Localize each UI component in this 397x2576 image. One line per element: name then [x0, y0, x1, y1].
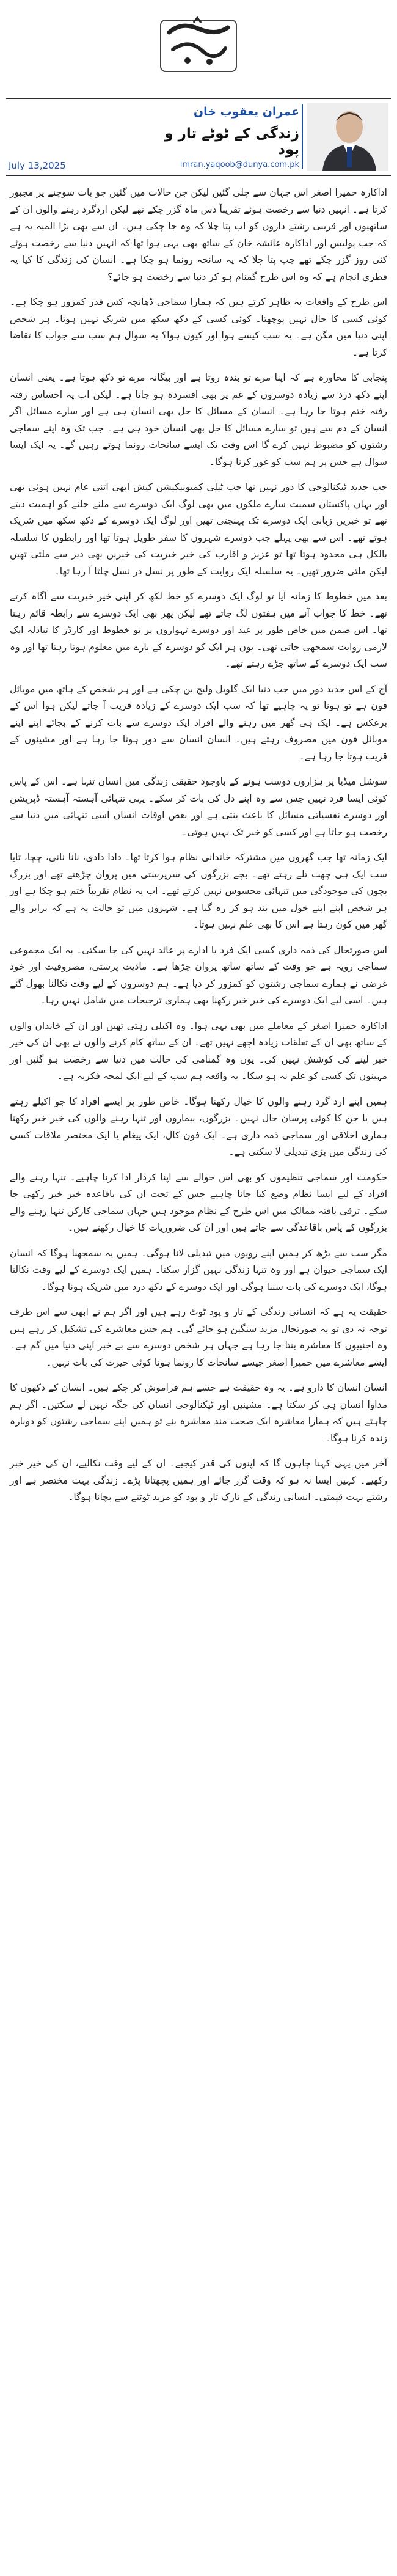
article-paragraph: سوشل میڈیا پر ہزاروں دوست ہونے کے باوجود حقیقی زندگی میں انسان تنہا ہے۔ اس کے پاس کوئی ایسا فرد نہیں جس سے وہ اپنے دل کی بات کر سکے۔ یہی تنہائی آہستہ آہستہ ڈپریشن اور دوسرے نفسیاتی مسائل کا باعث بنتی ہے اور بعض اوقات انسان اسی تنہائی میں دنیا سے رخصت ہو جاتا ہے اور کسی کو خبر تک نہیں ہوتی۔: [10, 776, 387, 838]
dunya-logo-mark: [157, 14, 240, 78]
article-paragraph: آج کے اس جدید دور میں جب دنیا ایک گلوبل ولیج بن چکی ہے اور ہر شخص کے ہاتھ میں موبائل فون ہے تو ہونا تو یہ چاہیے تھا کہ سب ایک دوسرے کے زیادہ قریب آ جاتے لیکن ہوا اس کے برعکس ہے۔ ایک ہی گھر میں رہنے والے افراد ایک دوسرے سے بات کرنے کے بجائے اپنے اپنے موبائل فون میں مصروف رہتے ہیں۔ انسان انسان سے دور ہوتا جا رہا ہے اور مشینوں کے قریب ہوتا جا رہا ہے۔: [10, 683, 387, 762]
article-paragraph: بعد میں خطوط کا زمانہ آیا تو لوگ ایک دوسرے کو خط لکھ کر اپنی خیر خیریت سے آگاہ کرتے تھے۔ خط کا جواب آنے میں ہفتوں لگ جاتے تھے لیکن پھر بھی ایک دوسرے سے رابطہ قائم رہتا تھا۔ اس ضمن میں خاص طور پر عید اور دوسرے تہواروں پر تو خطوط اور کارڈز کا تبادلہ ایک لازمی روایت سمجھی جاتی تھی۔ یوں ہر ایک کو دوسرے کے بارے میں معلوم ہوتا رہتا تھا اور وہ سب ایک دوسرے کے ساتھ جڑے رہتے تھے۔: [10, 591, 387, 669]
dunya-logo: [157, 14, 240, 78]
column-title: زندگی کے ٹوٹے تار و پود: [164, 126, 299, 158]
article-paragraph: اداکارہ حمیرا اصغر کے معاملے میں بھی یہی ہوا۔ وہ اکیلی رہتی تھیں اور ان کے خاندان والوں کے ساتھ بھی ان کے تعلقات زیادہ اچھے نہیں تھے۔ ان کے ساتھ کام کرنے والوں نے بھی ان کی خیر خبر لینے کی کوشش نہیں کی۔ یوں وہ گمنامی کی حالت میں دنیا سے رخصت ہو گئیں اور مہینوں تک کسی کو علم نہ ہو سکا۔ یہ واقعہ ہم سب کے لیے ایک لمحہ فکریہ ہے۔: [10, 1020, 387, 1081]
article-paragraph: ہمیں اپنے ارد گرد رہنے والوں کا خیال رکھنا ہوگا۔ خاص طور پر ایسے افراد کا جو اکیلے رہتے ہیں یا جن کا کوئی پرسان حال نہیں۔ بزرگوں، بیماروں اور تنہا رہنے والوں کی خیر خبر رکھنا ہماری اخلاقی اور سماجی ذمہ داری ہے۔ ایک فون کال، ایک پیغام یا ایک مختصر ملاقات کسی کی زندگی میں بڑی تبدیلی لا سکتی ہے۔: [10, 1096, 387, 1157]
masthead: [6, 0, 391, 92]
column-header: [6, 98, 391, 176]
article-paragraph: حقیقت یہ ہے کہ انسانی زندگی کے تار و پود ٹوٹ رہے ہیں اور اگر ہم نے ابھی سے اس طرف توجہ نہ دی تو یہ صورتحال مزید سنگین ہو جائے گی۔ ہم جس معاشرے کی تشکیل کر رہے ہیں وہ اجنبیوں کا معاشرہ بنتا جا رہا ہے جہاں ہر شخص دوسرے سے بے خبر اپنی دنیا میں گم ہے۔ ایسے معاشرے میں حمیرا اصغر جیسے سانحات کا رونما ہونا کوئی حیرت کی بات نہیں۔: [10, 1306, 387, 1368]
article-paragraph: انسان انسان کا دارو ہے۔ یہ وہ حقیقت ہے جسے ہم فراموش کر چکے ہیں۔ انسان کے دکھوں کا مداوا انسان ہی کر سکتا ہے۔ مشینیں اور ٹیکنالوجی انسان کی جگہ نہیں لے سکتیں۔ اگر ہم چاہتے ہیں کہ ہمارا معاشرہ ایک صحت مند معاشرہ بنے تو ہمیں اپنے سماجی رشتوں کو دوبارہ زندہ کرنا ہوگا۔: [10, 1382, 387, 1444]
author-portrait-icon: [307, 103, 388, 171]
article-paragraph: مگر سب سے بڑھ کر ہمیں اپنے رویوں میں تبدیلی لانا ہوگی۔ ہمیں یہ سمجھنا ہوگا کہ انسان ایک سماجی حیوان ہے اور وہ تنہا زندگی نہیں گزار سکتا۔ ہمیں ایک دوسرے کے لیے وقت نکالنا ہوگا، ایک دوسرے کی بات سننا ہوگی اور ایک دوسرے کے دکھ درد میں شریک ہونا ہوگا۔: [10, 1247, 387, 1292]
article-paragraph: ایک زمانہ تھا جب گھروں میں مشترکہ خاندانی نظام ہوا کرتا تھا۔ دادا دادی، نانا نانی، چچا، تایا سب ایک ہی چھت تلے رہتے تھے۔ بچے بزرگوں کی سرپرستی میں پروان چڑھتے تھے اور بزرگ بچوں کی موجودگی میں تنہائی محسوس نہیں کرتے تھے۔ اب یہ نظام تقریباً ختم ہو چکا ہے اور ہر شخص اپنے اپنے خول میں بند ہو کر رہ گیا ہے۔ شہروں میں تو حالت یہ ہے کہ برابر والے گھر میں کون رہتا ہے اس کا بھی علم نہیں ہوتا۔: [10, 852, 387, 930]
author-email[interactable]: imran.yaqoob@dunya.com.pk: [180, 160, 299, 169]
article-paragraph: اس صورتحال کی ذمہ داری کسی ایک فرد یا ادارے پر عائد نہیں کی جا سکتی۔ یہ ایک مجموعی سماجی رویہ ہے جو وقت کے ساتھ ساتھ پروان چڑھا ہے۔ مادیت پرستی، مصروفیت اور خود غرضی نے ہمارے سماجی رشتوں کو کمزور کر دیا ہے۔ ہم دوسروں کے لیے وقت نکالنا بھول گئے ہیں۔ اسی لیے ایک دوسرے کی خیر خبر رکھنا بھی ہماری ترجیحات میں شامل نہیں رہا۔: [10, 944, 387, 1006]
publish-date: July 13,2025: [9, 160, 66, 171]
article-paragraph: جب جدید ٹیکنالوجی کا دور نہیں تھا جب ٹیلی کمیونیکیشن کیش ابھی اتنی عام نہیں ہوئی تھی اور یہاں پاکستان سمیت سارے ملکوں میں بھی لوگ ایک دوسرے سے ملنے جلنے کو اہمیت دیتے تھے تو خبریں زبانی ایک دوسرے تک پہنچتی تھیں اور لوگ ایک دوسرے کے دکھ سکھ میں شریک ہوتے تھے۔ اس سے بھی پہلے جب دوسرے شہروں کا سفر طویل ہوتا تھا اور رابطوں کا سلسلہ بالکل ہی محدود ہوتا تھا تو عزیز و اقارب کی خیر خیریت کی خبریں بھی دیر سے ملتی تھیں لیکن ملتی ضرور تھیں۔ یہ سلسلہ ایک روایت کے طور پر نسل در نسل چلتا آ رہا تھا۔: [10, 481, 387, 577]
header-divider: [302, 104, 303, 169]
article-body: [6, 176, 391, 1506]
article-paragraph: حکومت اور سماجی تنظیموں کو بھی اس حوالے سے اپنا کردار ادا کرنا چاہیے۔ تنہا رہنے والے افراد کے لیے ایسا نظام وضع کیا جانا چاہیے جس کے تحت ان کی باقاعدہ خیر خبر رکھی جا سکے۔ ترقی یافتہ ممالک میں اس طرح کے نظام موجود ہیں جہاں سماجی کارکن تنہا رہنے والے بزرگوں کے پاس باقاعدگی سے جاتے ہیں اور ان کی ضروریات کا خیال رکھتے ہیں۔: [10, 1171, 387, 1233]
article-paragraph: پنجابی کا محاورہ ہے کہ اپنا مرے تو بندہ روتا ہے اور بیگانہ مرے تو دکھ ہوتا ہے۔ یعنی انسان اپنے دکھ درد سے زیادہ دوسروں کے غم پر بھی افسردہ ہو جاتا ہے۔ لیکن اب یہ احساس رفتہ رفتہ ختم ہوتا جا رہا ہے۔ انسان کے مسائل کا حل بھی انسان ہی ہے اور سارے مسائل اگر انسان کے دم سے ہیں تو سارے مسائل کا حل بھی انسان خود ہی ہے۔ جب تک وہ اپنے سماجی رشتوں کو مضبوط نہیں کرے گا اس وقت تک ایسے سانحات رونما ہوتے رہیں گے۔ یہ ایک ایسا سوال ہے جس پر ہم سب کو غور کرنا ہوگا۔: [10, 372, 387, 467]
article-paragraph: اداکارہ حمیرا اصغر اس جہان سے چلی گئیں لیکن جن حالات میں گئیں جو بات سوچنے پر مجبور کرتا ہے۔ انہیں دنیا سے رخصت ہوئے تقریباً دس ماہ گزر چکے تھے لیکن اردگرد رہنے والوں ان کے ساتھیوں اور قریبی رشتے داروں کو اب پتا چلا کہ وہ جا چکی ہیں۔ ان سے بھی بڑا المیہ یہ ہے کہ جب پولیس اور اداکارہ عائشہ خان کے ساتھ بھی یہی ہوا تھا کہ انہیں دنیا سے رخصت ہوئے کئی روز گزر چکے تھے جب پتا چلا کہ یہ سانحہ رونما ہو چکا ہے۔ انسان کی زندگی کا کیا یہ فطری انجام ہے کہ وہ اس طرح گمنام ہو کر دنیا سے رخصت ہو جائے؟: [10, 187, 387, 282]
article-paragraph: آخر میں یہی کہنا چاہوں گا کہ اپنوں کی قدر کیجیے۔ ان کے لیے وقت نکالیے، ان کی خیر خبر رکھیے۔ کہیں ایسا نہ ہو کہ وقت گزر جائے اور ہمیں پچھتانا پڑے۔ زندگی بہت مختصر ہے اور رشتے بہت قیمتی۔ انسانی زندگی کے نازک تار و پود کو مزید ٹوٹنے سے بچانا ہوگا۔: [10, 1458, 387, 1502]
article-paragraph: اس طرح کے واقعات یہ ظاہر کرتے ہیں کہ ہمارا سماجی ڈھانچہ کس قدر کمزور ہو چکا ہے۔ کوئی کسی کا حال نہیں پوچھتا۔ کوئی کسی کے دکھ سکھ میں شریک نہیں ہوتا۔ ہر شخص اپنی دنیا میں مگن ہے۔ یہ سب کیسے ہوا اور کیوں ہوا؟ یہ سوال ہم سب سے جواب کا تقاضا کرتا ہے۔: [10, 296, 387, 358]
author-name: عمران یعقوب خان: [193, 105, 299, 119]
author-photo: [307, 103, 388, 171]
